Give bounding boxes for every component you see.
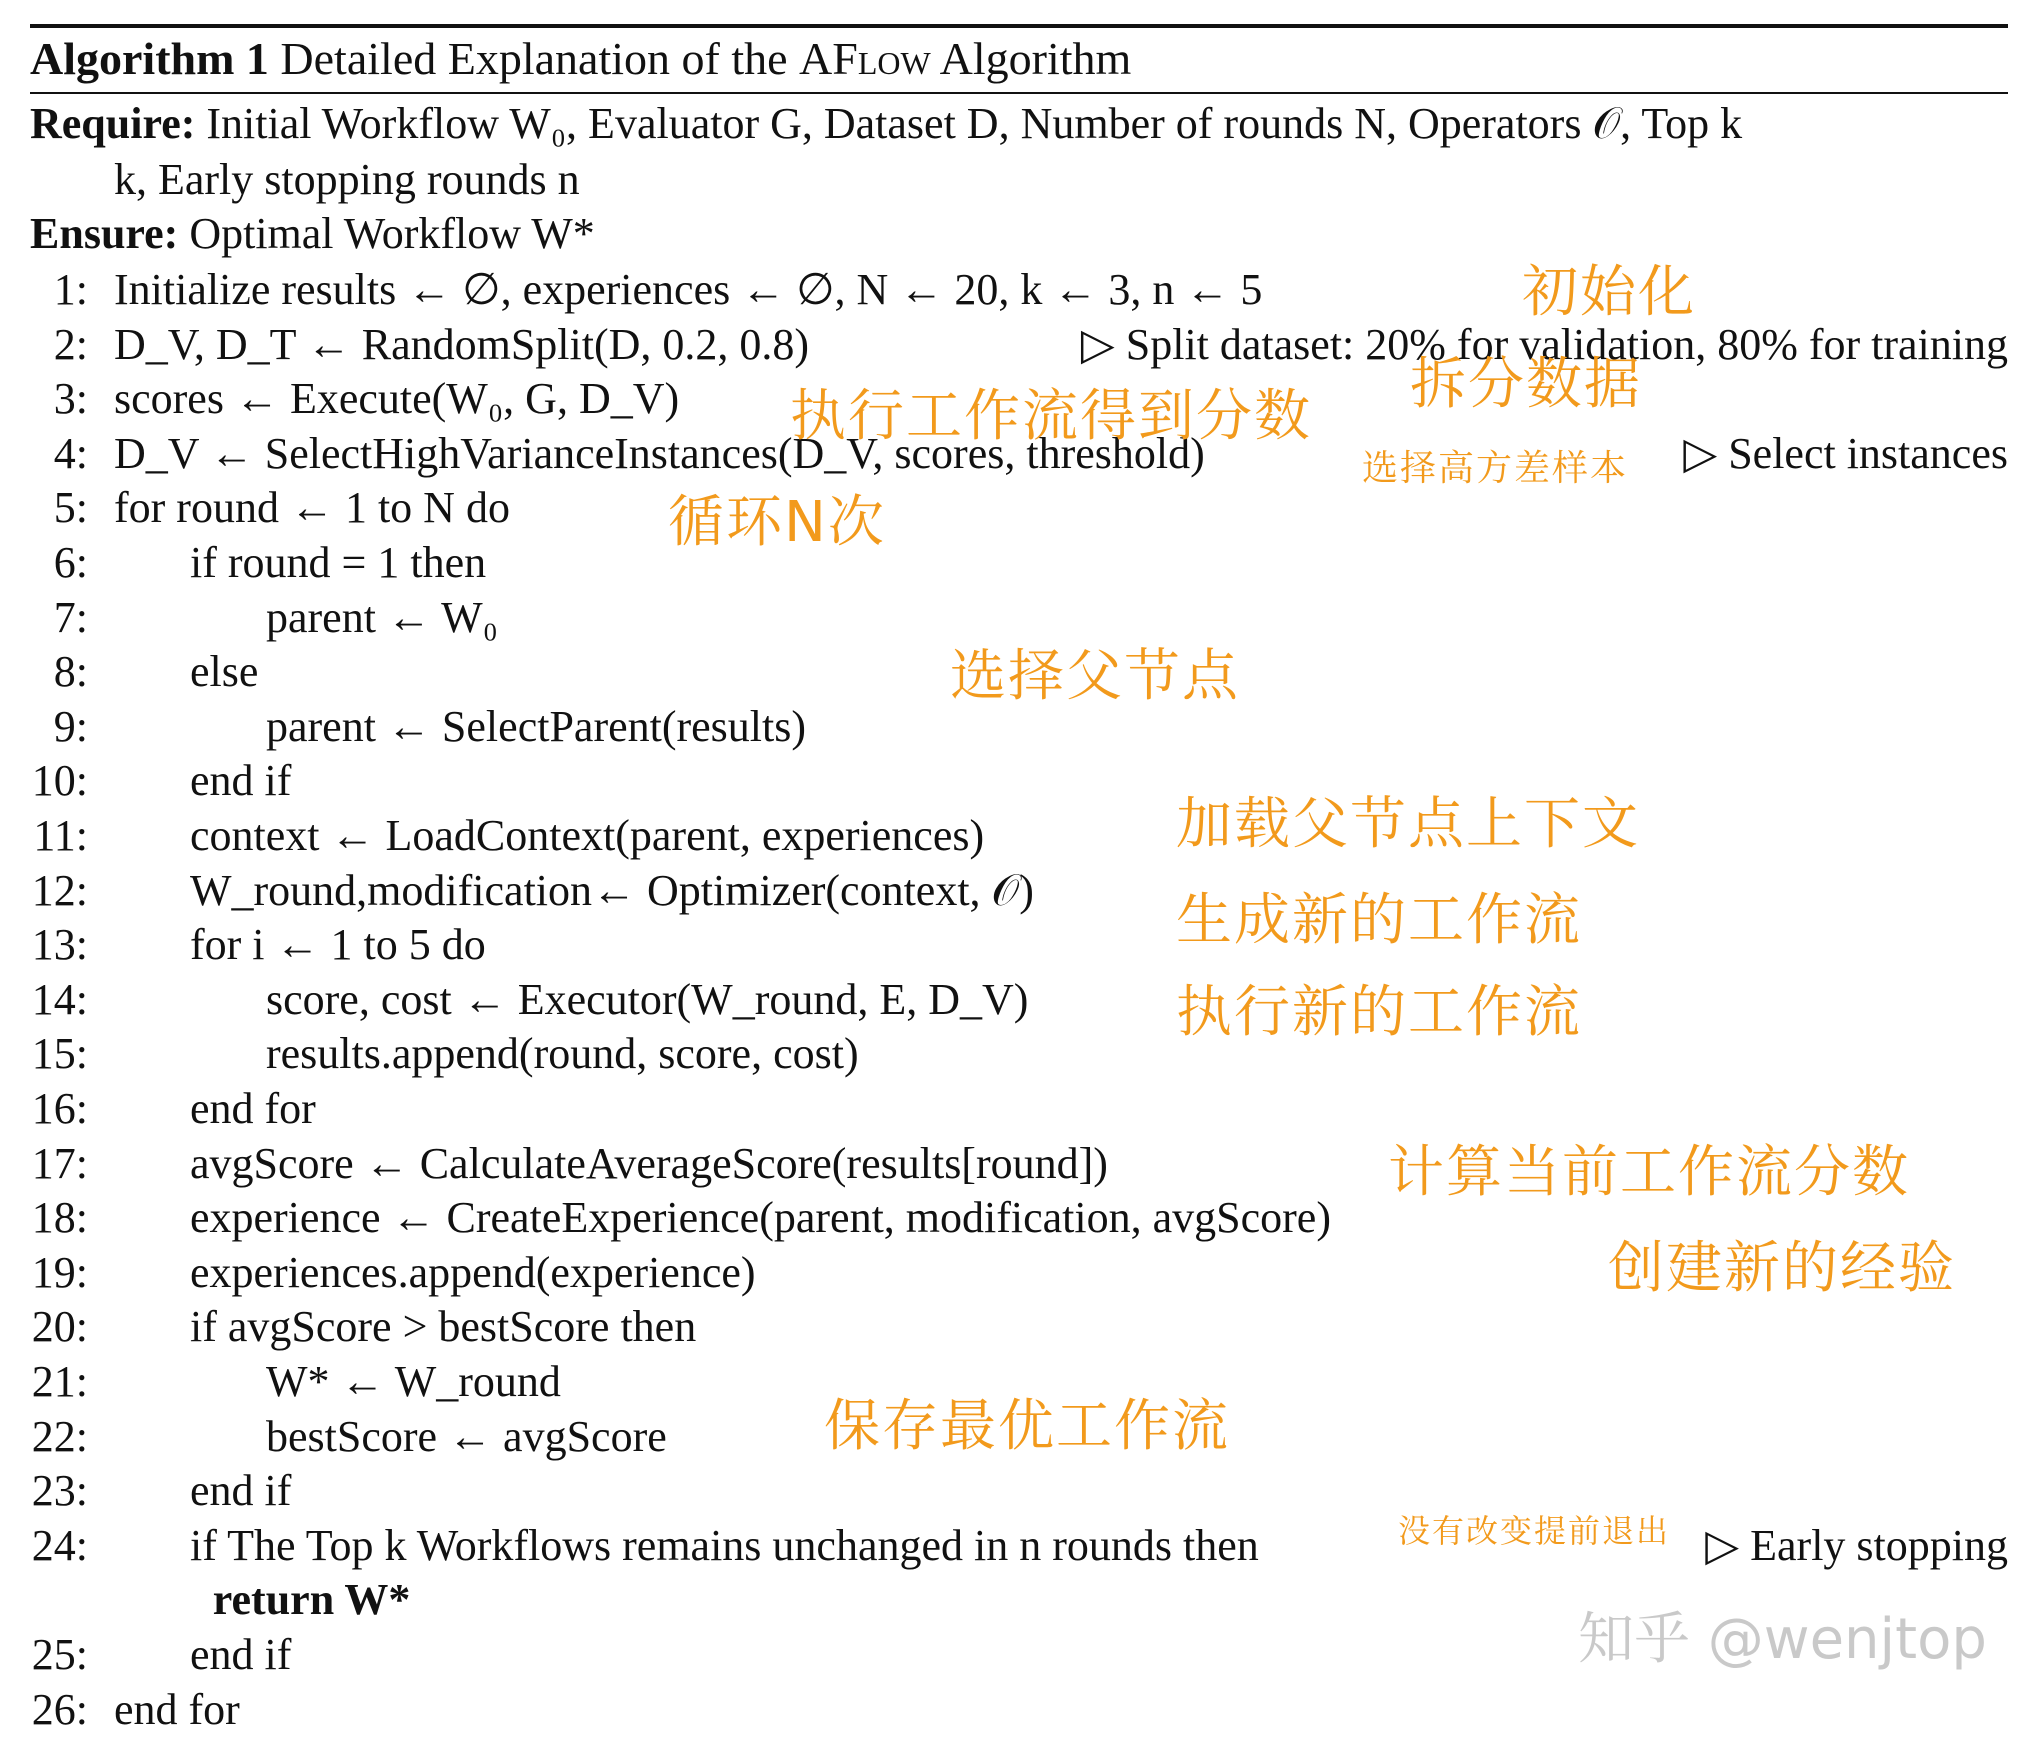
algorithm-line	[0, 262, 2038, 318]
algorithm-line	[0, 753, 2038, 809]
ensure-line	[30, 206, 595, 262]
line-number: 1:	[53, 265, 88, 314]
line-code: end if	[190, 1630, 292, 1679]
annotation-early-exit: 没有改变提前退出	[1398, 1512, 1671, 1550]
algorithm-line	[0, 1518, 2038, 1574]
line-code-continuation: return W*	[212, 1575, 411, 1625]
algorithm-line	[0, 1299, 2038, 1355]
line-number: 24:	[31, 1520, 88, 1570]
line-number: 12:	[31, 865, 88, 915]
annotation-save-best: 保存最优工作流	[824, 1394, 1230, 1459]
line-code: avgScore ← CalculateAverageScore(results[round])	[190, 1138, 1108, 1188]
line-number: 26:	[31, 1684, 88, 1734]
ensure-keyword: Ensure:	[30, 209, 179, 258]
algorithm-line	[0, 1026, 2038, 1082]
annotation-load-context: 加载父节点上下文	[1176, 792, 1640, 857]
line-number: 18:	[31, 1193, 88, 1243]
line-number: 14:	[31, 974, 88, 1024]
line-number: 5:	[53, 483, 88, 533]
title-rule	[30, 92, 2008, 94]
title-text-before: Detailed Explanation of the	[280, 33, 800, 84]
line-code: bestScore ← avgScore	[266, 1411, 667, 1461]
line-code: Initialize results ← ∅, experiences ← ∅, N ← 20, k ← 3, n ← 5	[114, 265, 1263, 314]
annotation-loop: 循环N次	[668, 490, 886, 555]
line-number: 2:	[53, 319, 88, 369]
line-code: end if	[190, 1466, 292, 1516]
title-text-after: Algorithm	[930, 33, 1132, 84]
line-number: 20:	[31, 1302, 88, 1352]
annotation-init: 初始化	[1522, 260, 1696, 325]
line-code: end for	[190, 1084, 316, 1133]
line-code: experience ← CreateExperience(parent, modification, avgScore)	[190, 1193, 1331, 1243]
algorithm-line	[0, 1463, 2038, 1519]
line-code: W_round,modification← Optimizer(context, 𝒪)	[190, 865, 1034, 915]
algorithm-title	[30, 30, 1131, 88]
line-code: D_V, D_T ← RandomSplit(D, 0.2, 0.8)	[114, 319, 810, 369]
require-line	[30, 96, 2008, 152]
annotation-select-high-variance: 选择高方差样本	[1362, 448, 1629, 489]
annotation-select-parent: 选择父节点	[950, 644, 1240, 709]
algorithm-line	[0, 808, 2038, 864]
line-code: if The Top k Workflows remains unchanged in n rounds then	[190, 1520, 1259, 1570]
line-code: else	[190, 647, 259, 697]
algorithm-line	[0, 917, 2038, 973]
annotation-run-new-workflow: 执行新的工作流	[1176, 980, 1582, 1045]
algorithm-line	[0, 535, 2038, 591]
require-keyword: Require:	[30, 99, 196, 148]
line-number: 11:	[33, 811, 88, 860]
watermark: 知乎 @wenjtop	[1578, 1607, 1987, 1672]
algorithm-line	[0, 972, 2038, 1028]
annotation-create-experience: 创建新的经验	[1608, 1236, 1956, 1301]
line-code: end if	[190, 756, 292, 806]
annotation-calc-score: 计算当前工作流分数	[1388, 1140, 1910, 1205]
line-comment: ▷ Split dataset: 20% for validation, 80% for training	[1080, 319, 2008, 369]
line-number: 23:	[31, 1466, 88, 1516]
line-code: score, cost ← Executor(W_round, E, D_V)	[266, 974, 1029, 1024]
line-code: results.append(round, score, cost)	[266, 1029, 859, 1079]
annotation-generate-workflow: 生成新的工作流	[1176, 888, 1582, 953]
line-code: parent ← W₀	[266, 592, 499, 642]
line-number: 8:	[53, 647, 88, 697]
line-comment: ▷ Early stopping	[1705, 1520, 2008, 1570]
line-comment: ▷ Select instances	[1683, 428, 2008, 478]
line-number: 13:	[31, 920, 88, 970]
annotation-split: 拆分数据	[1410, 352, 1642, 417]
line-number: 3:	[53, 374, 88, 424]
line-number: 7:	[53, 592, 88, 642]
algorithm-line	[0, 480, 2038, 536]
require-text: Initial Workflow W₀, Evaluator G, Dataset D, Number of rounds N, Operators 𝒪, Top k	[206, 99, 1743, 148]
algorithm-line	[0, 317, 2038, 373]
line-code: if avgScore > bestScore then	[190, 1302, 697, 1352]
line-number: 21:	[31, 1357, 88, 1406]
line-number: 22:	[31, 1411, 88, 1461]
line-number: 4:	[53, 428, 88, 478]
line-code: D_V ← SelectHighVarianceInstances(D_V, scores, threshold)	[114, 428, 1205, 478]
line-code: parent ← SelectParent(results)	[266, 701, 807, 751]
line-number: 16:	[31, 1084, 88, 1133]
algorithm-label: Algorithm 1	[30, 33, 269, 84]
require-line-2: k, Early stopping rounds n	[114, 155, 580, 204]
line-number: 15:	[31, 1029, 88, 1079]
algorithm-line	[0, 1682, 2038, 1738]
line-code: context ← LoadContext(parent, experiences)	[190, 811, 985, 860]
algorithm-line	[0, 863, 2038, 919]
line-number: 10:	[31, 756, 88, 806]
line-number: 6:	[53, 538, 88, 587]
line-code: W* ← W_round	[266, 1357, 561, 1406]
line-code: if round = 1 then	[190, 538, 487, 587]
aflow-name: AFlow	[799, 33, 931, 84]
line-code: for i ← 1 to 5 do	[190, 920, 486, 970]
line-code: scores ← Execute(W₀, G, D_V)	[114, 374, 680, 424]
line-number: 9:	[53, 701, 88, 751]
line-number: 17:	[31, 1138, 88, 1188]
line-code: experiences.append(experience)	[190, 1247, 756, 1297]
line-number: 25:	[31, 1630, 88, 1679]
top-rule	[30, 24, 2008, 28]
annotation-execute: 执行工作流得到分数	[790, 384, 1312, 449]
line-number: 19:	[31, 1247, 88, 1297]
ensure-text: Optimal Workflow W*	[189, 209, 595, 258]
line-code: end for	[114, 1684, 240, 1734]
line-code: for round ← 1 to N do	[114, 483, 510, 533]
